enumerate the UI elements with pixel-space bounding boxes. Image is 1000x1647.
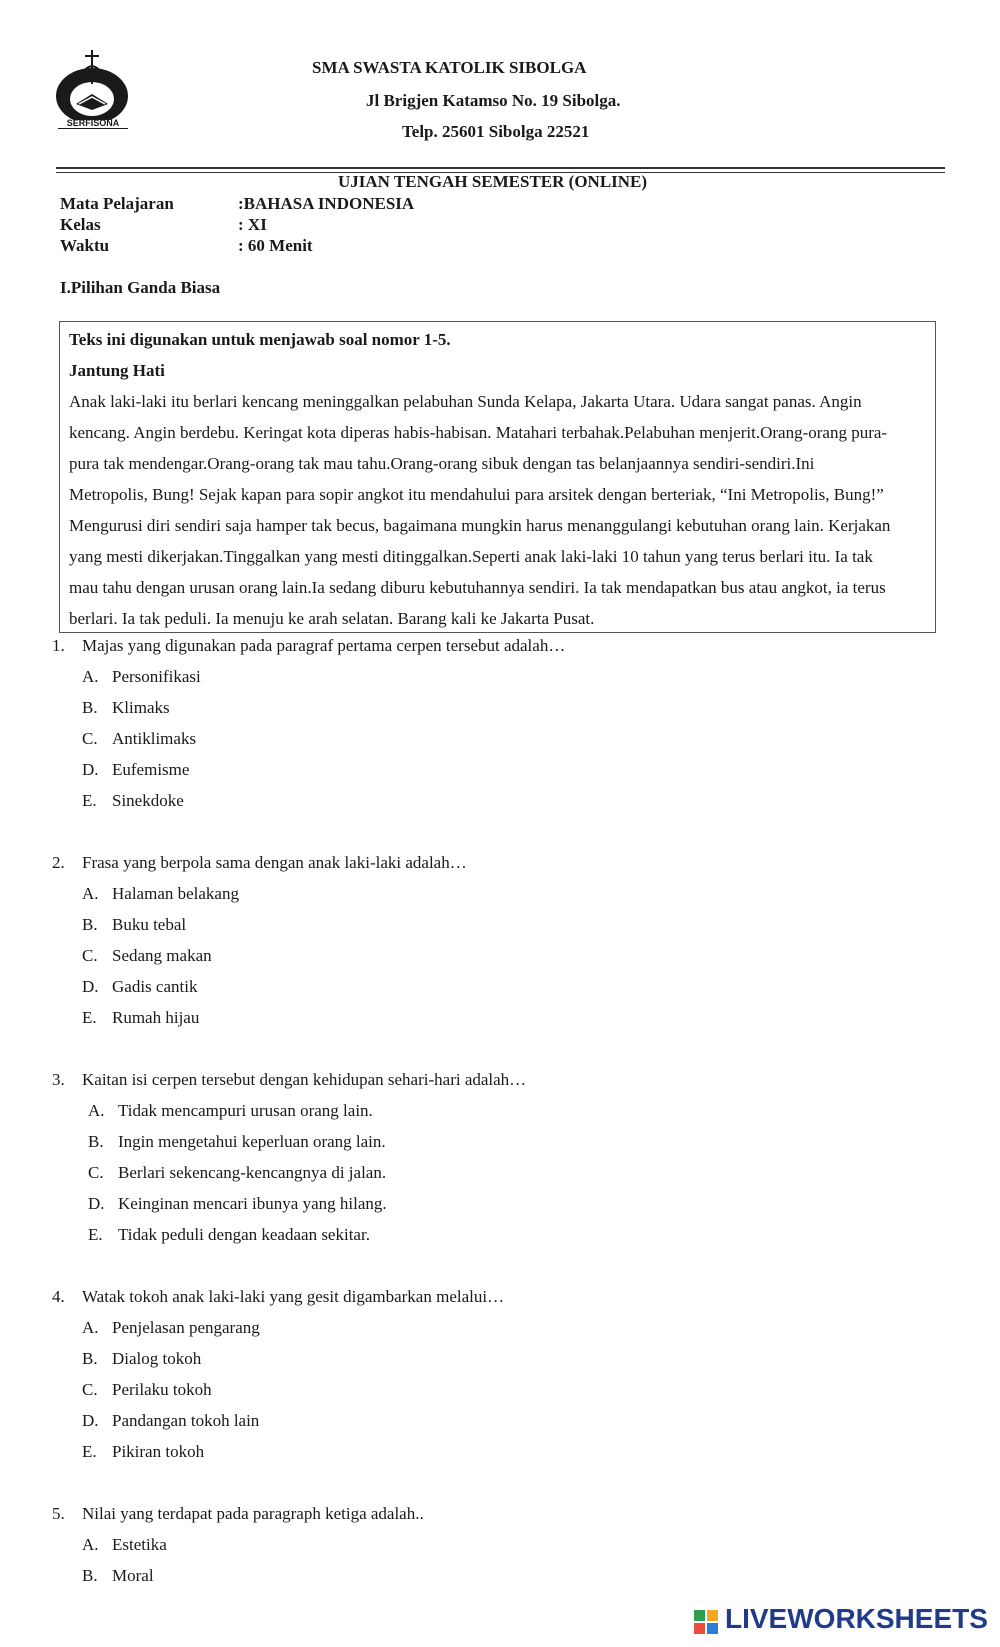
- option-text: Sedang makan: [112, 946, 212, 965]
- answer-option[interactable]: [82, 698, 170, 718]
- exam-title: UJIAN TENGAH SEMESTER (ONLINE): [338, 172, 648, 191]
- passage-box: [59, 321, 936, 633]
- question-number: 5.: [52, 1504, 65, 1523]
- option-letter: E.: [82, 1442, 97, 1461]
- question-text: Watak tokoh anak laki-laki yang gesit digambarkan melalui…: [82, 1287, 505, 1306]
- meta-row-class: [60, 215, 267, 235]
- option-letter: E.: [82, 1008, 97, 1027]
- meta-label: Mata Pelajaran: [60, 194, 174, 213]
- school-logo: [52, 44, 132, 136]
- question-3: [52, 1070, 526, 1090]
- meta-row-time: [60, 236, 313, 256]
- option-letter: B.: [82, 1566, 98, 1585]
- answer-option[interactable]: [82, 760, 189, 780]
- option-text: Tidak peduli dengan keadaan sekitar.: [118, 1225, 370, 1244]
- question-text: Nilai yang terdapat pada paragraph ketiga adalah..: [82, 1504, 424, 1523]
- option-text: Perilaku tokoh: [112, 1380, 212, 1399]
- option-text: Gadis cantik: [112, 977, 198, 996]
- meta-value: : XI: [238, 215, 267, 234]
- option-text: Rumah hijau: [112, 1008, 200, 1027]
- question-text: Majas yang digunakan pada paragraf pertama cerpen tersebut adalah…: [82, 636, 566, 655]
- passage-line: Metropolis, Bung! Sejak kapan para sopir angkot itu mendahului para arsitek dengan berteriak, “Ini Metropolis, Bung!”: [69, 485, 884, 504]
- question-number: 1.: [52, 636, 65, 655]
- question-2: [52, 853, 467, 873]
- meta-row-subject: [60, 194, 414, 214]
- option-text: Halaman belakang: [112, 884, 239, 903]
- option-text: Ingin mengetahui keperluan orang lain.: [118, 1132, 386, 1151]
- option-letter: A.: [82, 1318, 99, 1337]
- passage-line: kencang. Angin berdebu. Keringat kota diperas habis-habisan. Matahari terbahak.Pelabuhan menjerit.Orang-orang pura-: [69, 423, 888, 442]
- option-letter: E.: [82, 791, 97, 810]
- school-name: SMA SWASTA KATOLIK SIBOLGA: [312, 58, 587, 77]
- passage-title: Jantung Hati: [69, 361, 165, 380]
- option-letter: A.: [82, 667, 99, 686]
- question-1: [52, 636, 565, 656]
- option-text: Klimaks: [112, 698, 170, 717]
- answer-option[interactable]: [82, 791, 184, 811]
- option-letter: B.: [82, 1349, 98, 1368]
- school-address: Jl Brigjen Katamso No. 19 Sibolga.: [366, 91, 621, 110]
- option-letter: A.: [88, 1101, 105, 1120]
- option-text: Keinginan mencari ibunya yang hilang.: [118, 1194, 387, 1213]
- answer-option[interactable]: [88, 1194, 387, 1214]
- answer-option[interactable]: [82, 884, 239, 904]
- question-number: 2.: [52, 853, 65, 872]
- question-number: 4.: [52, 1287, 65, 1306]
- option-text: Moral: [112, 1566, 154, 1585]
- question-text: Kaitan isi cerpen tersebut dengan kehidupan sehari-hari adalah…: [82, 1070, 527, 1089]
- option-letter: A.: [82, 1535, 99, 1554]
- passage-intro: Teks ini digunakan untuk menjawab soal nomor 1-5.: [69, 330, 451, 349]
- answer-option[interactable]: [82, 1535, 167, 1555]
- answer-option[interactable]: [88, 1132, 386, 1152]
- passage-line: mau tahu dengan urusan orang lain.Ia sedang diburu kebutuhannya sendiri. Ia tak mendapatkan bus atau angkot, ia terus: [69, 578, 886, 597]
- passage-line: yang mesti dikerjakan.Tinggalkan yang mesti ditinggalkan.Seperti anak laki-laki 10 tahun yang terus berlari itu. Ia tak: [69, 547, 873, 566]
- meta-label: Waktu: [60, 236, 110, 255]
- answer-option[interactable]: [82, 1442, 204, 1462]
- answer-option[interactable]: [82, 946, 212, 966]
- liveworksheets-logo-icon: [694, 1610, 720, 1634]
- question-5: [52, 1504, 424, 1524]
- question-text: Frasa yang berpola sama dengan anak laki-laki adalah…: [82, 853, 467, 872]
- answer-option[interactable]: [82, 667, 201, 687]
- answer-option[interactable]: [82, 1008, 199, 1028]
- meta-value: :BAHASA INDONESIA: [238, 194, 415, 213]
- option-letter: B.: [82, 698, 98, 717]
- option-text: Estetika: [112, 1535, 167, 1554]
- answer-option[interactable]: [82, 915, 186, 935]
- option-text: Penjelasan pengarang: [112, 1318, 260, 1337]
- option-letter: D.: [82, 1411, 99, 1430]
- option-text: Personifikasi: [112, 667, 201, 686]
- passage-line: pura tak mendengar.Orang-orang tak mau tahu.Orang-orang sibuk dengan tas belanjaannya sendiri-sendiri.Ini: [69, 454, 815, 473]
- option-letter: D.: [88, 1194, 105, 1213]
- option-letter: E.: [88, 1225, 103, 1244]
- meta-value: : 60 Menit: [238, 236, 313, 255]
- answer-option[interactable]: [82, 1318, 260, 1338]
- answer-option[interactable]: [82, 1380, 212, 1400]
- option-text: Sinekdoke: [112, 791, 184, 810]
- answer-option[interactable]: [82, 1411, 259, 1431]
- option-letter: C.: [82, 1380, 98, 1399]
- section-title: I.Pilihan Ganda Biasa: [60, 278, 221, 297]
- passage-line: berlari. Ia tak peduli. Ia menuju ke arah selatan. Barang kali ke Jakarta Pusat.: [69, 609, 595, 628]
- option-letter: C.: [82, 729, 98, 748]
- option-text: Buku tebal: [112, 915, 187, 934]
- option-text: Antiklimaks: [112, 729, 197, 748]
- answer-option[interactable]: [82, 729, 196, 749]
- option-letter: B.: [82, 915, 98, 934]
- option-letter: D.: [82, 977, 99, 996]
- option-text: Eufemisme: [112, 760, 190, 779]
- option-text: Berlari sekencang-kencangnya di jalan.: [118, 1163, 387, 1182]
- option-letter: C.: [88, 1163, 104, 1182]
- option-letter: C.: [82, 946, 98, 965]
- passage-line: Mengurusi diri sendiri saja hamper tak becus, bagaimana mungkin harus menanggulangi kebutuhan orang lain. Kerjakan: [69, 516, 891, 535]
- school-phone: Telp. 25601 Sibolga 22521: [402, 122, 590, 141]
- option-text: Dialog tokoh: [112, 1349, 202, 1368]
- logo-caption: SERFISONA: [58, 118, 128, 129]
- answer-option[interactable]: [82, 1566, 154, 1586]
- answer-option[interactable]: [88, 1101, 373, 1121]
- liveworksheets-watermark: LIVEWORKSHEETS: [725, 1603, 988, 1634]
- meta-label: Kelas: [60, 215, 101, 234]
- passage-line: Anak laki-laki itu berlari kencang meninggalkan pelabuhan Sunda Kelapa, Jakarta Utara. Udara sangat panas. Angin: [69, 392, 862, 411]
- answer-option[interactable]: [82, 977, 197, 997]
- answer-option[interactable]: [88, 1225, 370, 1245]
- option-letter: D.: [82, 760, 99, 779]
- question-4: [52, 1287, 504, 1307]
- answer-option[interactable]: [88, 1163, 386, 1183]
- answer-option[interactable]: [82, 1349, 201, 1369]
- header-divider: [56, 167, 945, 169]
- question-number: 3.: [52, 1070, 65, 1089]
- option-letter: B.: [88, 1132, 104, 1151]
- option-letter: A.: [82, 884, 99, 903]
- option-text: Pandangan tokoh lain: [112, 1411, 260, 1430]
- option-text: Tidak mencampuri urusan orang lain.: [118, 1101, 373, 1120]
- option-text: Pikiran tokoh: [112, 1442, 205, 1461]
